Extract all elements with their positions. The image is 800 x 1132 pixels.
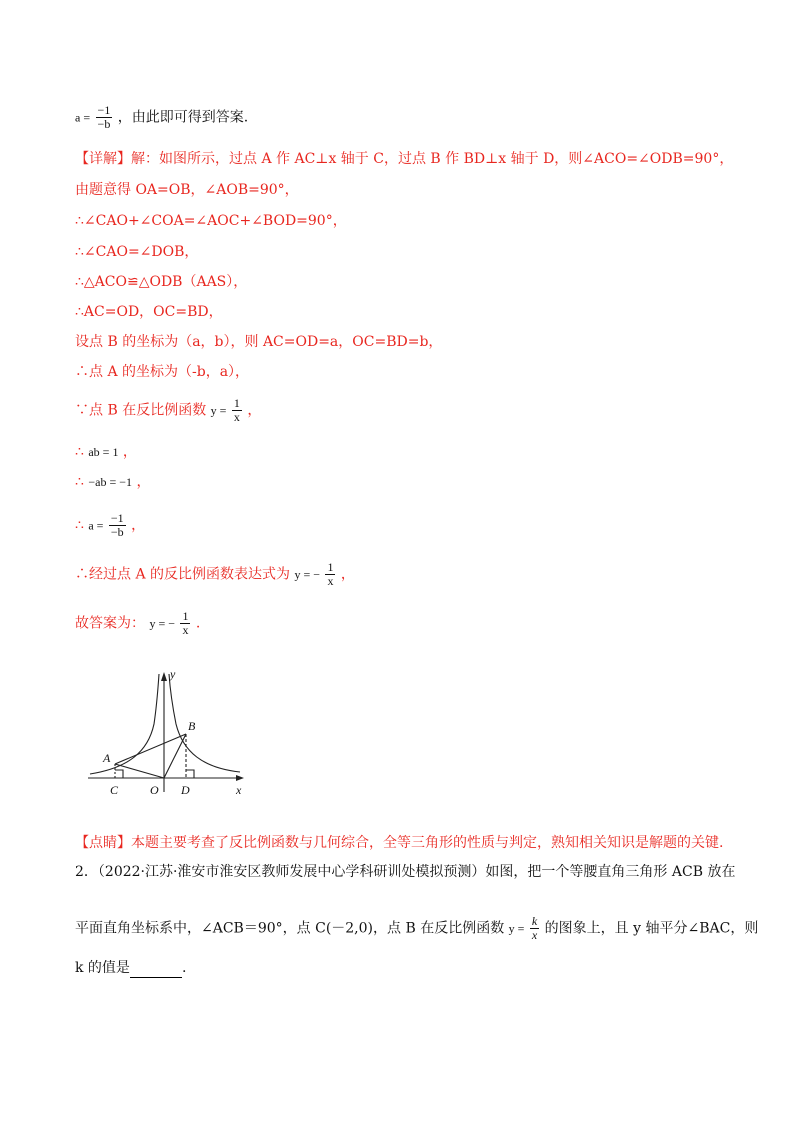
detail-line-13-fraction: [325, 561, 335, 588]
segment-ob: [164, 734, 186, 778]
detail-line-13: [75, 561, 355, 588]
detail-line-12-fraction: [109, 512, 126, 539]
detail-line-4: ∴∠CAO=∠DOB，: [75, 244, 199, 260]
detail-line-1: [75, 149, 733, 169]
detail-line-8: ∴点 A 的坐标为（-b，a），: [75, 364, 250, 380]
problem2-line-1: 2．（2022·江苏·淮安市淮安区教师发展中心学科研训处模拟预测）如图，把一个等腰直角三角形 ACB 放在: [75, 864, 736, 880]
y-axis-arrow: [161, 672, 167, 681]
problem2-line-2-post: 的图象上，且 y 轴平分∠BAC，则: [544, 920, 759, 937]
detail-line-6: ∴AC=OD，OC=BD，: [75, 304, 223, 320]
problem2-line-2: [75, 915, 758, 942]
answer-denominator: x: [182, 623, 189, 637]
detail-line-9-numerator: 1: [233, 396, 240, 410]
detail-line-5: ∴△ACO≌△ODB（AAS），: [75, 274, 248, 290]
label-a: A: [103, 751, 111, 765]
detail-line-12-pre: ∴: [75, 517, 89, 534]
detail-line-9-denominator: x: [233, 410, 240, 424]
label-b: B: [188, 719, 196, 733]
problem2-line-3-post: .: [181, 960, 187, 976]
detail-line-9-fraction: [232, 397, 242, 424]
comment-line: [75, 833, 723, 853]
problem2-line-3: [75, 958, 186, 978]
label-x: x: [236, 783, 242, 797]
segment-ab: [115, 734, 186, 764]
answer-pre: 故答案为：: [75, 615, 145, 632]
problem2-numerator: k: [531, 914, 538, 928]
detail-line-9-pre: ∵点 B 在反比例函数: [75, 402, 207, 419]
detail-line-12: [75, 512, 145, 539]
detail-line-12-denominator: −b: [110, 525, 124, 539]
answer-lhs: y = −: [149, 616, 175, 631]
x-axis-arrow: [236, 775, 244, 781]
hyperbola-figure: [88, 664, 258, 804]
problem2-fraction: [530, 915, 539, 942]
problem2-line-2-lhs: y =: [508, 921, 525, 936]
comment-text: 本题主要考查了反比例函数与几何综合，全等三角形的性质与判定，熟知相关知识是解题的关键.: [131, 835, 724, 851]
problem2-line-2-pre: 平面直角坐标系中，∠ACB＝90°，点 C(－2,0)，点 B 在反比例函数: [75, 920, 505, 937]
detail-line-10-equation: ab = 1: [88, 445, 119, 459]
comment-tag: 【点睛】: [75, 835, 131, 851]
detail-line-11-equation: −ab = −1: [88, 475, 132, 489]
answer-post: .: [195, 615, 201, 632]
intro-fraction: [96, 104, 113, 131]
intro-equation-lhs: a =: [75, 110, 91, 125]
intro-text: ，由此即可得到答案.: [117, 109, 249, 126]
detail-line-11-post: ，: [136, 474, 151, 490]
hyperbola-left-branch: [90, 674, 159, 774]
detail-line-10: [75, 442, 137, 462]
answer-fraction: [180, 610, 190, 637]
intro-fraction-numerator: −1: [97, 103, 111, 117]
detail-line-13-denominator: x: [327, 574, 334, 588]
detail-text-1: 解：如图所示，过点 A 作 AC⊥x 轴于 C，过点 B 作 BD⊥x 轴于 D，则∠ACO=∠ODB=90°，: [131, 151, 734, 167]
detail-line-13-lhs: y = −: [294, 567, 321, 582]
detail-line-7: 设点 B 的坐标为（a，b），则 AC=OD=a，OC=BD=b，: [75, 334, 443, 350]
right-angle-mark-c: [115, 770, 123, 778]
answer-line: [75, 610, 200, 637]
problem2-denominator: x: [531, 928, 538, 942]
detail-line-9-lhs: y =: [210, 403, 227, 418]
detail-line-12-post: ，: [131, 517, 146, 534]
intro-fraction-denominator: −b: [97, 117, 111, 131]
detail-line-12-numerator: −1: [110, 511, 124, 525]
detail-line-11: [75, 472, 150, 492]
intro-line: [75, 104, 248, 131]
detail-line-10-pre: ∴: [75, 444, 89, 460]
detail-line-2: 由题意得 OA=OB，∠AOB=90°，: [75, 182, 299, 198]
answer-blank[interactable]: [130, 963, 182, 978]
segment-ao: [115, 764, 164, 778]
detail-line-3: ∴∠CAO+∠COA=∠AOC+∠BOD=90°，: [75, 213, 347, 229]
detail-line-13-pre: ∴经过点 A 的反比例函数表达式为: [75, 566, 291, 583]
label-y: y: [170, 667, 176, 681]
detail-tag: 【详解】: [75, 151, 131, 167]
detail-line-13-numerator: 1: [327, 560, 334, 574]
answer-numerator: 1: [182, 609, 189, 623]
detail-line-10-post: ，: [122, 444, 137, 460]
detail-line-12-lhs: a =: [88, 518, 104, 533]
right-angle-mark-d: [186, 770, 194, 778]
detail-line-11-pre: ∴: [75, 474, 89, 490]
detail-line-13-post: ，: [340, 566, 355, 583]
label-d: D: [181, 783, 190, 797]
label-c: C: [110, 783, 119, 797]
detail-line-9-post: ，: [247, 402, 262, 419]
hyperbola-right-branch: [169, 674, 240, 772]
label-o: O: [150, 783, 159, 797]
problem2-line-3-pre: k 的值是: [75, 960, 130, 976]
detail-line-9: [75, 397, 261, 424]
